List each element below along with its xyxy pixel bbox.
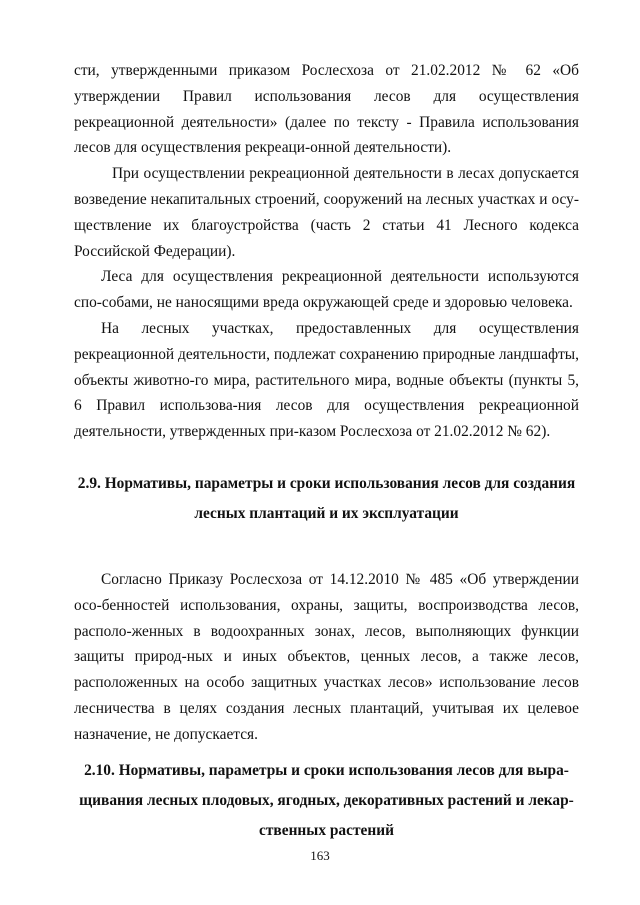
paragraph-continuation: сти, утвержденными приказом Рослесхоза от 21.02.2012 № 62 «Об утверждении Правил использования лесов для осуществления рекреационной деятельности» (далее по тексту - Правила использования лесов для осуществления рекреаци-онной деятельности). <box>74 62 579 157</box>
paragraph-usage-methods: Леса для осуществления рекреационной деятельности используются спо-собами, не наносящими вреда окружающей среде и здоровью человека. <box>74 268 579 312</box>
page-number: 163 <box>310 848 330 863</box>
paragraph-recreational-structures: При осуществлении рекреационной деятельности в лесах допускается возведение некапитальных строений, сооружений на лесных участках и осу-ществление их благоустройства (часть 2 статьи 41 Лесного кодекса Российской Федерации). <box>74 165 579 260</box>
section-heading-2-9: 2.9. Нормативы, параметры и сроки использования лесов для создания лесных плантаций и их эксплуатации <box>77 474 576 522</box>
section-heading-2-10: 2.10. Нормативы, параметры и сроки использования лесов для выра-щивания лесных плодовых, ягодных, декоративных растений и лекар-ственных растений <box>79 761 574 839</box>
paragraph-plantations: Согласно Приказу Рослесхоза от 14.12.2010 № 485 «Об утверждении осо-бенностей использования, охраны, защиты, воспроизводства лесов, располо-женных в водоохранных зонах, лесов, выполняющих функции защиты природ-ных и иных объектов, ценных лесов, а также лесов, расположенных на особо защитных участках лесов» использование лесов лесничества в целях создания лесных плантаций, учитывая их целевое назначение, не допускается. <box>74 570 579 743</box>
document-page <box>74 58 579 846</box>
paragraph-preservation: На лесных участках, предоставленных для осуществления рекреационной деятельности, подлежат сохранению природные ландшафты, объекты животно-го мира, растительного мира, водные объекты (пункты 5, 6 Правил использова-ния лесов для осуществления рекреационной деятельности, утвержденных при-казом Рослесхоза от 21.02.2012 № 62). <box>74 319 579 441</box>
